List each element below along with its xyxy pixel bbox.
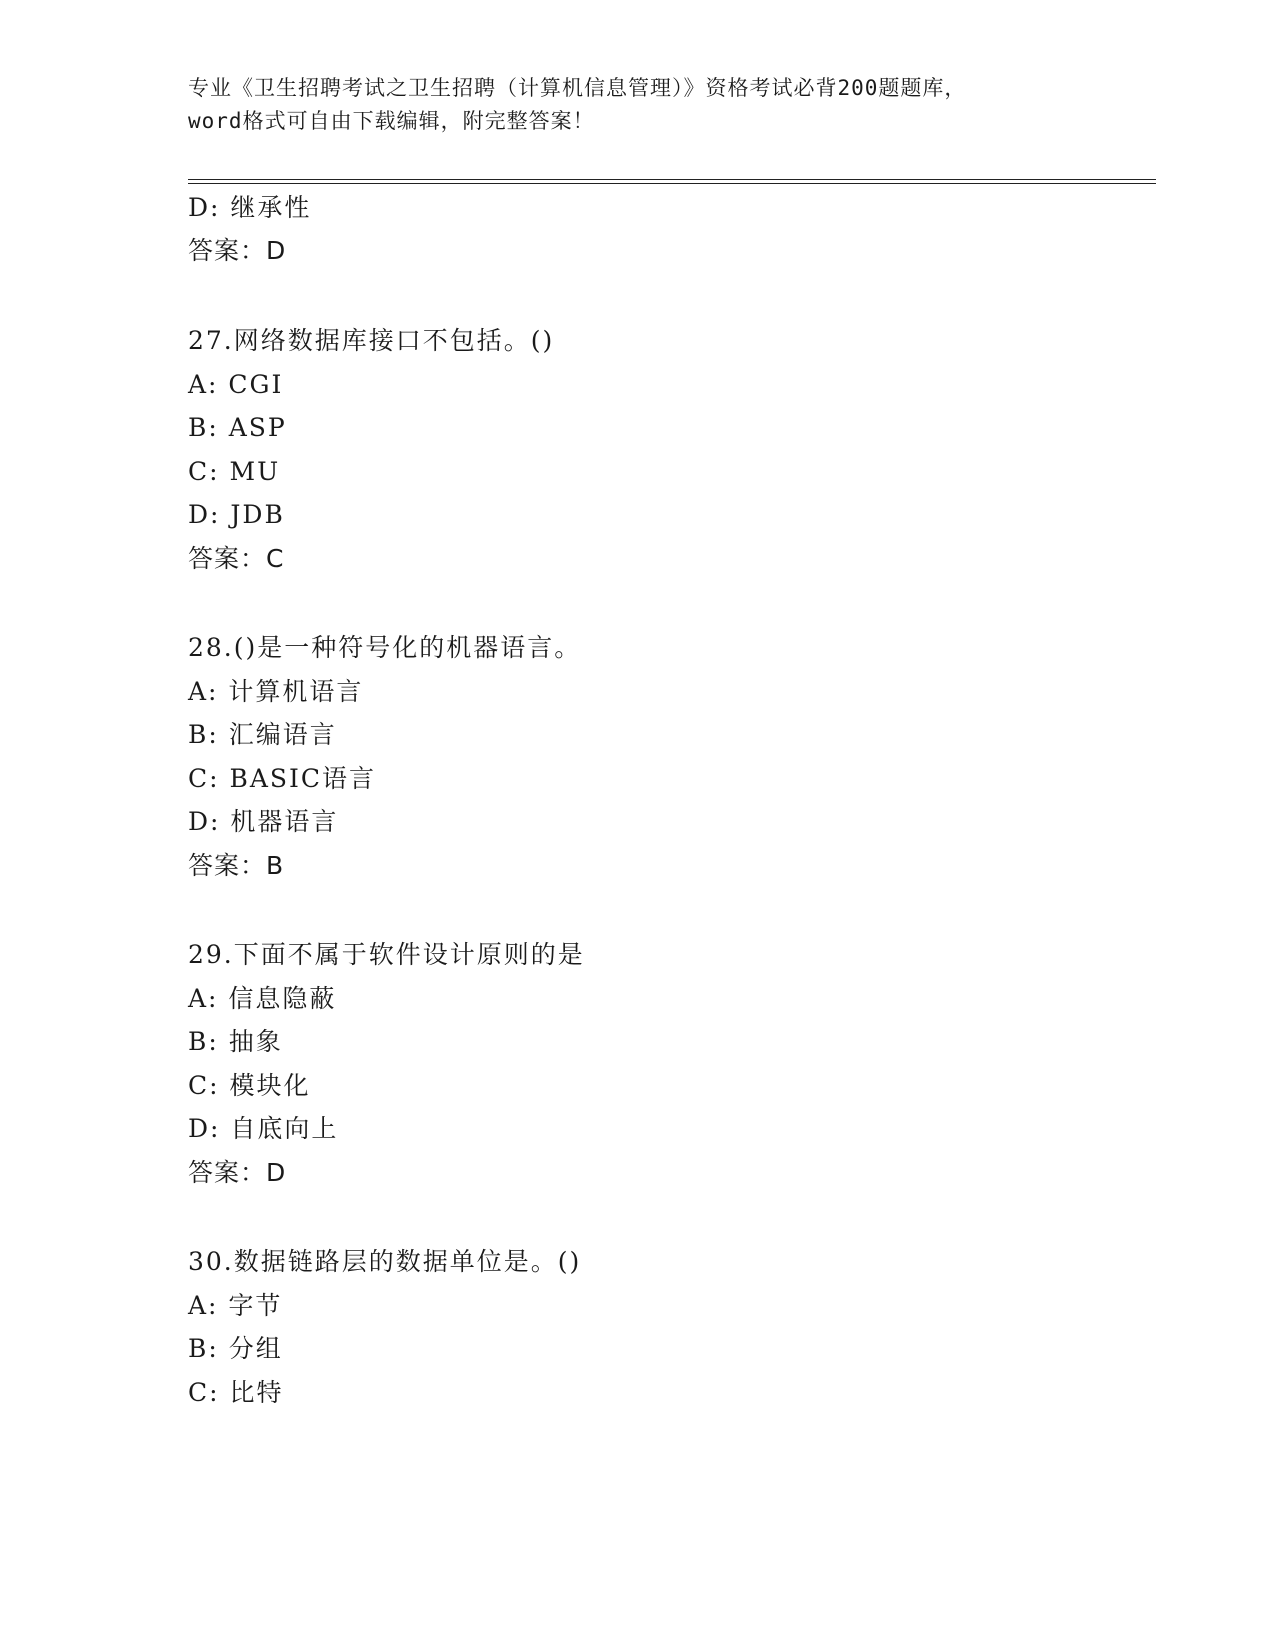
q29-answer: 答案：D [188, 1158, 287, 1187]
q29-option-a: A: 信息隐蔽 [188, 984, 337, 1013]
prev-option-d: D: 继承性 [188, 193, 312, 222]
document-header [188, 72, 1088, 138]
q30-option-a: A: 字节 [188, 1291, 283, 1320]
q28-option-d: D: 机器语言 [188, 807, 339, 836]
header-title-line-2: word格式可自由下载编辑，附完整答案！ [188, 109, 595, 133]
q28-answer: 答案：B [188, 851, 285, 880]
header-divider-top [188, 179, 1156, 180]
q27-question: 27.网络数据库接口不包括。() [188, 326, 555, 355]
q30-option-c: C: 比特 [188, 1378, 284, 1407]
q29-option-d: D: 自底向上 [188, 1114, 339, 1143]
q27-answer: 答案：C [188, 544, 285, 573]
q28-option-b: B: 汇编语言 [188, 720, 337, 749]
prev-answer: 答案：D [188, 236, 287, 265]
q29-question: 29.下面不属于软件设计原则的是 [188, 940, 585, 969]
q27-option-b: B: ASP [188, 413, 287, 442]
q28-option-a: A: 计算机语言 [188, 677, 364, 706]
q30-question: 30.数据链路层的数据单位是。() [188, 1247, 582, 1276]
q29-option-c: C: 模块化 [188, 1071, 311, 1100]
q30-option-b: B: 分组 [188, 1334, 283, 1363]
q27-option-d: D: JDB [188, 500, 285, 529]
q29-option-b: B: 抽象 [188, 1027, 283, 1056]
q28-option-c: C: BASIC语言 [188, 764, 377, 793]
header-divider-bottom [188, 183, 1156, 184]
q27-option-c: C: MU [188, 457, 281, 486]
q27-option-a: A: CGI [188, 370, 284, 399]
header-title-line-1: 专业《卫生招聘考试之卫生招聘（计算机信息管理）》资格考试必背200题题库， [188, 76, 967, 100]
q28-question: 28.()是一种符号化的机器语言。 [188, 633, 582, 662]
